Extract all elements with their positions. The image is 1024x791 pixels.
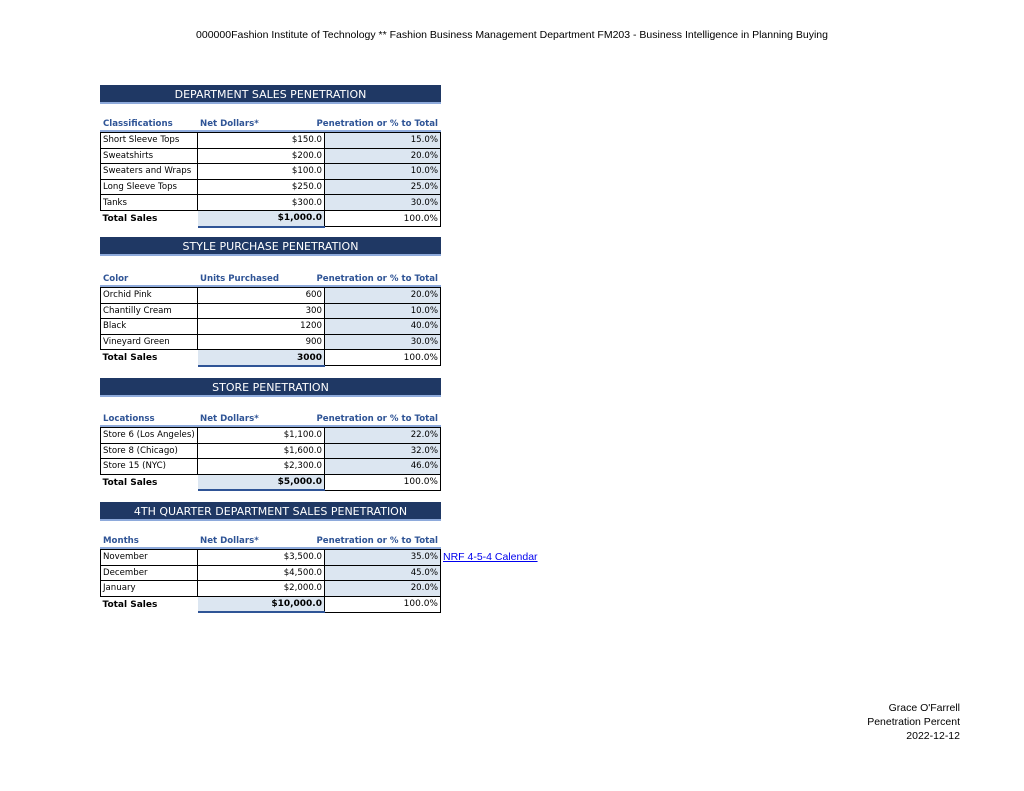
data-table xyxy=(100,132,441,228)
column-header: Penetration or % to Total xyxy=(316,536,438,546)
cell: 3000 xyxy=(198,350,325,366)
cell: 100.0% xyxy=(325,474,441,490)
column-headers xyxy=(100,274,441,286)
cell: Tanks xyxy=(101,195,198,211)
cell: 30.0% xyxy=(325,195,441,211)
column-header: Net Dollars* xyxy=(200,414,259,424)
section-style-purchase xyxy=(100,237,441,367)
data-table xyxy=(100,287,441,367)
cell: 300 xyxy=(198,303,325,319)
cell: 20.0% xyxy=(325,288,441,304)
cell: 40.0% xyxy=(325,319,441,335)
cell: 20.0% xyxy=(325,148,441,164)
table-row xyxy=(101,133,441,149)
table-row xyxy=(101,179,441,195)
cell: $3,500.0 xyxy=(198,550,325,566)
table-row xyxy=(101,565,441,581)
cell: 100.0% xyxy=(325,596,441,612)
cell: $1,600.0 xyxy=(198,443,325,459)
cell: $150.0 xyxy=(198,133,325,149)
author-name: Grace O'Farrell xyxy=(888,702,960,714)
cell: 100.0% xyxy=(325,350,441,366)
cell: 100.0% xyxy=(325,210,441,226)
cell: $300.0 xyxy=(198,195,325,211)
table-row xyxy=(101,148,441,164)
cell: 25.0% xyxy=(325,179,441,195)
table-row xyxy=(101,443,441,459)
total-row xyxy=(101,210,441,226)
cell: January xyxy=(101,581,198,597)
document-subject: Penetration Percent xyxy=(867,716,960,728)
section-title: DEPARTMENT SALES PENETRATION xyxy=(100,85,441,104)
cell: $10,000.0 xyxy=(198,596,325,612)
cell: 20.0% xyxy=(325,581,441,597)
table-row xyxy=(101,334,441,350)
column-headers xyxy=(100,536,441,548)
document-date: 2022-12-12 xyxy=(906,730,960,742)
cell: $1,000.0 xyxy=(198,210,325,226)
cell: Short Sleeve Tops xyxy=(101,133,198,149)
footer xyxy=(867,701,960,743)
cell: Chantilly Cream xyxy=(101,303,198,319)
data-table xyxy=(100,549,441,613)
cell: Total Sales xyxy=(102,213,158,224)
total-row xyxy=(101,474,441,490)
total-row xyxy=(101,350,441,366)
data-table xyxy=(100,427,441,491)
page-header: 000000Fashion Institute of Technology ** Fashion Business Management Department FM203 - Business Intelligence in Planning Buying xyxy=(196,29,828,41)
section-department-sales xyxy=(100,85,441,228)
table-row xyxy=(101,581,441,597)
column-header: Classifications xyxy=(103,119,173,129)
column-header: Penetration or % to Total xyxy=(316,119,438,129)
cell: Orchid Pink xyxy=(101,288,198,304)
cell: Total Sales xyxy=(102,353,158,364)
cell: Vineyard Green xyxy=(101,334,198,350)
total-row xyxy=(101,596,441,612)
cell: $2,300.0 xyxy=(198,459,325,475)
section-title: 4TH QUARTER DEPARTMENT SALES PENETRATION xyxy=(100,502,441,521)
cell: 35.0% xyxy=(325,550,441,566)
cell: Sweaters and Wraps xyxy=(101,164,198,180)
cell: 900 xyxy=(198,334,325,350)
cell: $4,500.0 xyxy=(198,565,325,581)
cell: $100.0 xyxy=(198,164,325,180)
cell: Store 6 (Los Angeles) xyxy=(101,428,198,444)
table-row xyxy=(101,428,441,444)
cell: Total Sales xyxy=(102,477,158,488)
cell: 22.0% xyxy=(325,428,441,444)
cell: November xyxy=(101,550,198,566)
column-header: Units Purchased xyxy=(200,274,280,284)
cell: 600 xyxy=(198,288,325,304)
cell: $250.0 xyxy=(198,179,325,195)
column-header: Months xyxy=(103,536,139,546)
cell: 15.0% xyxy=(325,133,441,149)
table-row xyxy=(101,303,441,319)
table-row xyxy=(101,550,441,566)
section-store xyxy=(100,378,441,491)
cell: Sweatshirts xyxy=(101,148,198,164)
column-headers xyxy=(100,119,441,131)
column-header: Penetration or % to Total xyxy=(316,414,438,424)
table-row xyxy=(101,195,441,211)
cell: Store 15 (NYC) xyxy=(101,459,198,475)
cell: Long Sleeve Tops xyxy=(101,179,198,195)
cell: $1,100.0 xyxy=(198,428,325,444)
column-headers xyxy=(100,414,441,426)
cell: 10.0% xyxy=(325,164,441,180)
column-header: Net Dollars* xyxy=(200,536,259,546)
cell: 32.0% xyxy=(325,443,441,459)
table-row xyxy=(101,319,441,335)
column-header: Color xyxy=(103,274,129,284)
cell: $5,000.0 xyxy=(198,474,325,490)
column-header: Net Dollars* xyxy=(200,119,259,129)
table-row xyxy=(101,164,441,180)
cell: Store 8 (Chicago) xyxy=(101,443,198,459)
nrf-calendar-link[interactable]: NRF 4-5-4 Calendar xyxy=(443,551,538,563)
cell: Total Sales xyxy=(102,599,158,610)
section-title: STYLE PURCHASE PENETRATION xyxy=(100,237,441,256)
cell: $2,000.0 xyxy=(198,581,325,597)
cell: Black xyxy=(101,319,198,335)
table-row xyxy=(101,288,441,304)
cell: 45.0% xyxy=(325,565,441,581)
cell: 46.0% xyxy=(325,459,441,475)
column-header: Penetration or % to Total xyxy=(316,274,438,284)
cell: 30.0% xyxy=(325,334,441,350)
column-header: Locationss xyxy=(103,414,155,424)
section-title: STORE PENETRATION xyxy=(100,378,441,397)
table-row xyxy=(101,459,441,475)
cell: $200.0 xyxy=(198,148,325,164)
cell: 10.0% xyxy=(325,303,441,319)
section-4th-quarter xyxy=(100,502,441,613)
cell: December xyxy=(101,565,198,581)
cell: 1200 xyxy=(198,319,325,335)
